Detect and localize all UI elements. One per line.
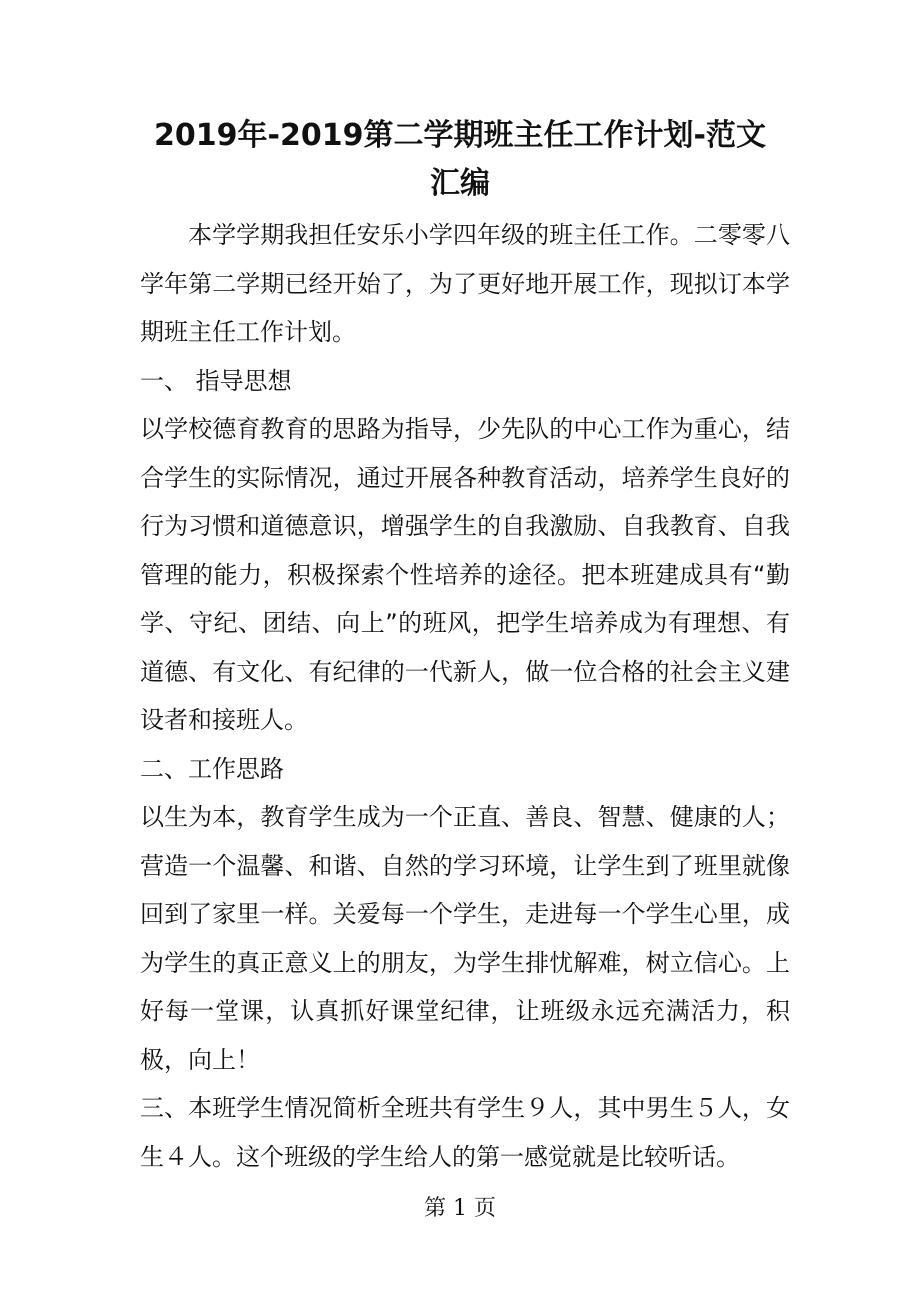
section-heading-work-approach: 二、工作思路 <box>140 754 284 783</box>
guiding-ideology-paragraph: 以学校德育教育的思路为指导，少先队的中心工作为重心，结合学生的实际情况，通过开展各种教育活动，培养学生良好的行为习惯和道德意识，增强学生的自我激励、自我教育、自我管理的能力，积极探索个性培养的途径。把本班建成具有“勤学、守纪、团结、向上”的班风，把学生培养成为有理想、有道德、有文化、有纪律的一代新人，做一位合格的社会主义建设者和接班人。 <box>140 415 790 734</box>
intro-paragraph: 本学学期我担任安乐小学四年级的班主任工作。二零零八学年第二学期已经开始了，为了更好地开展工作，现拟订本学期班主任工作计划。 <box>140 221 790 346</box>
class-analysis-paragraph: 三、本班学生情况简析全班共有学生９人，其中男生５人，女生４人。这个班级的学生给人的第一感觉就是比较听话。 <box>140 1094 790 1171</box>
section-heading-guiding-ideology: 一、 指导思想 <box>140 366 292 395</box>
work-approach-paragraph: 以生为本，教育学生成为一个正直、善良、智慧、健康的人；营造一个温馨、和谐、自然的学习环境，让学生到了班里就像回到了家里一样。关爱每一个学生，走进每一个学生心里，成为学生的真正意义上的朋友，为学生排忧解难，树立信心。上好每一堂课，认真抓好课堂纪律，让班级永远充满活力，积极，向上！ <box>140 803 790 1074</box>
document-body <box>140 211 790 1181</box>
document-title: 2019年-2019第二学期班主任工作计划-范文汇编 <box>154 118 766 201</box>
page-number: 第 1 页 <box>424 1196 496 1221</box>
